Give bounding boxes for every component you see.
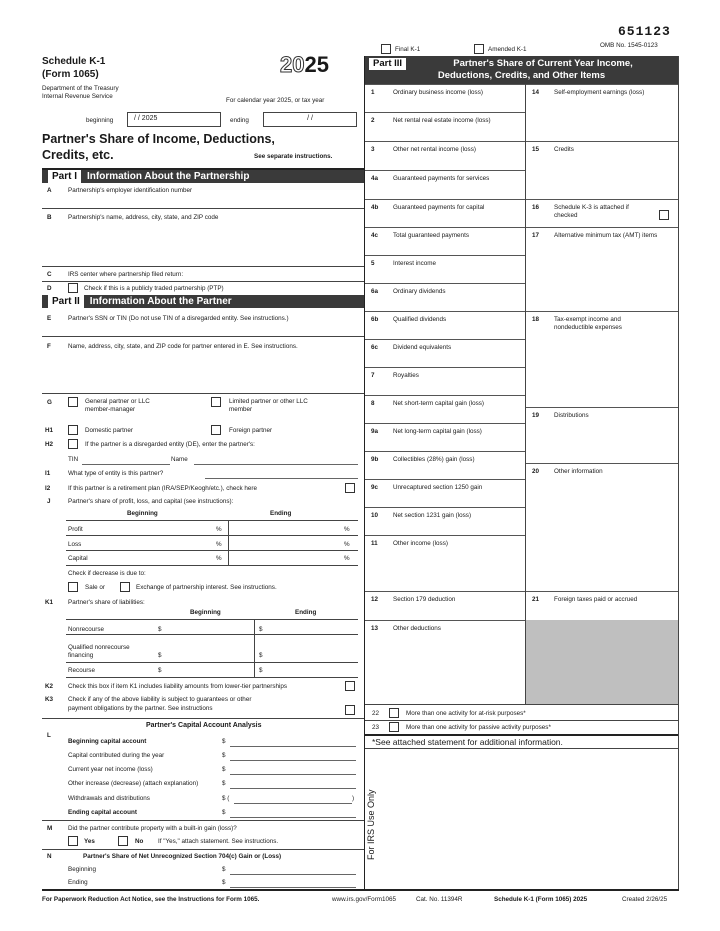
l-row-4: Withdrawals and distributions bbox=[68, 795, 150, 802]
j-beginning-header: Beginning bbox=[127, 510, 158, 517]
line-number: 12 bbox=[371, 596, 379, 603]
m-yes-checkbox[interactable] bbox=[68, 836, 78, 846]
m-no-label: No bbox=[135, 838, 144, 845]
other-increase-field[interactable] bbox=[230, 788, 356, 789]
footer-url: www.irs.gov/Form1065 bbox=[332, 896, 397, 903]
footer-paperwork: For Paperwork Reduction Act Notice, see the Instructions for Form 1065. bbox=[42, 896, 260, 903]
de-tin-label: TIN bbox=[68, 456, 79, 463]
rule bbox=[42, 208, 364, 209]
form-title-line1: Partner's Share of Income, Deductions, bbox=[42, 132, 275, 146]
line-K1-label: Partner's share of liabilities: bbox=[68, 599, 145, 606]
rule bbox=[42, 393, 364, 394]
line-label: Section 179 deduction bbox=[393, 596, 456, 603]
entity-type-field[interactable] bbox=[205, 478, 358, 479]
line-J-label: Partner's share of profit, loss, and capital (see instructions): bbox=[68, 498, 234, 505]
line-K2-label: Check this box if item K1 includes liability amounts from lower-tier partnerships bbox=[68, 683, 288, 690]
rule bbox=[365, 734, 678, 736]
line-E-label: Partner's SSN or TIN (Do not use TIN of a disregarded entity. See instructions.) bbox=[68, 315, 289, 322]
rule bbox=[66, 662, 358, 663]
dollar-sign: $ bbox=[259, 626, 263, 633]
line-number: 1 bbox=[371, 89, 375, 96]
beginning-label: beginning bbox=[86, 117, 114, 124]
nonrecourse-label: Nonrecourse bbox=[68, 626, 105, 633]
line-label: Net section 1231 gain (loss) bbox=[393, 512, 472, 519]
pct-sign: % bbox=[216, 555, 222, 562]
part3-left-line[interactable] bbox=[365, 84, 525, 112]
line-A-letter: A bbox=[47, 187, 52, 194]
rule bbox=[66, 634, 358, 635]
j-decrease-label: Check if decrease is due to: bbox=[68, 570, 146, 577]
n-ending-field[interactable] bbox=[230, 887, 356, 888]
irs-use-only: For IRS Use Only bbox=[366, 789, 376, 860]
rule bbox=[66, 565, 358, 566]
right-border bbox=[678, 56, 679, 889]
line-number: 9a bbox=[371, 428, 379, 435]
line-number: 6a bbox=[371, 288, 379, 295]
tax-year-begin-field[interactable]: / / 2025 bbox=[127, 112, 221, 127]
beginning-capital-field[interactable] bbox=[230, 746, 356, 747]
dollar-sign: $ bbox=[158, 667, 162, 674]
part3-left-line[interactable] bbox=[365, 283, 525, 311]
line-number: 4a bbox=[371, 175, 379, 182]
rule bbox=[66, 520, 358, 521]
line-I1-letter: I1 bbox=[45, 470, 51, 477]
line-H1-letter: H1 bbox=[45, 427, 54, 434]
ending-label: ending bbox=[230, 117, 249, 124]
tax-year: 2025 bbox=[280, 52, 329, 77]
domestic-partner-checkbox[interactable] bbox=[68, 425, 78, 435]
line-H2-label: If the partner is a disregarded entity (DE), enter the partner's: bbox=[85, 441, 255, 448]
part3-header: Part III Partner's Share of Current Year Income, Deductions, Credits, and Other Items bbox=[365, 56, 678, 84]
part3-right-line[interactable] bbox=[526, 141, 678, 198]
n-beginning-field[interactable] bbox=[230, 874, 356, 875]
line-I2-label: If this partner is a retirement plan (IRA/SEP/Keogh/etc.), check here bbox=[68, 485, 257, 492]
line-B-letter: B bbox=[47, 214, 52, 221]
rule bbox=[42, 849, 364, 850]
line-number: 4c bbox=[371, 232, 379, 239]
pct-sign: % bbox=[216, 526, 222, 533]
l-row-3: Other increase (decrease) (attach explanation) bbox=[68, 780, 199, 787]
dollar-sign: $ bbox=[259, 652, 263, 659]
line-K1-letter: K1 bbox=[45, 599, 54, 606]
line-label: Dividend equivalents bbox=[393, 344, 452, 351]
rule bbox=[365, 720, 678, 721]
form-code: 651123 bbox=[618, 24, 671, 39]
line-label: Net short-term capital gain (loss) bbox=[393, 400, 484, 407]
paren-open: $ ( bbox=[222, 795, 230, 802]
line-23-label: More than one activity for passive activity purposes* bbox=[406, 724, 551, 731]
general-partner-checkbox[interactable] bbox=[68, 397, 78, 407]
dollar-sign: $ bbox=[222, 879, 226, 886]
line-label: Alternative minimum tax (AMT) items bbox=[554, 232, 658, 239]
line-22-checkbox[interactable] bbox=[389, 708, 399, 718]
line-label: Interest income bbox=[393, 260, 437, 267]
part3-left-line[interactable] bbox=[365, 395, 525, 423]
line-label-2: nondeductible expenses bbox=[554, 324, 622, 331]
part3-right-line[interactable] bbox=[526, 591, 678, 620]
line-K3-letter: K3 bbox=[45, 696, 54, 703]
amended-k1-label: Amended K-1 bbox=[488, 46, 527, 53]
line-label: Self-employment earnings (loss) bbox=[554, 89, 645, 96]
limited-partner-checkbox[interactable] bbox=[211, 397, 221, 407]
line-number: 9b bbox=[371, 456, 379, 463]
line-label: Other income (loss) bbox=[393, 540, 448, 547]
dept-irs: Internal Revenue Service bbox=[42, 93, 113, 100]
line-label-2: checked bbox=[554, 212, 578, 219]
n-ending-label: Ending bbox=[68, 879, 88, 886]
part3-right-line[interactable] bbox=[526, 199, 678, 227]
line-N-letter: N bbox=[47, 853, 52, 860]
line-A-label: Partnership's employer identification number bbox=[68, 187, 193, 194]
line-number: 4b bbox=[371, 204, 379, 211]
foreign-partner-checkbox[interactable] bbox=[211, 425, 221, 435]
dollar-sign: $ bbox=[222, 738, 226, 745]
line-C-label: IRS center where partnership filed return: bbox=[68, 271, 184, 278]
line-number: 2 bbox=[371, 117, 375, 124]
line-M-letter: M bbox=[47, 825, 53, 832]
l-row-1: Capital contributed during the year bbox=[68, 752, 165, 759]
pct-sign: % bbox=[216, 541, 222, 548]
omb-number: OMB No. 1545-0123 bbox=[600, 42, 658, 49]
guarantee-checkbox[interactable] bbox=[345, 705, 355, 715]
line-H2-letter: H2 bbox=[45, 441, 54, 448]
line-label: Total guaranteed payments bbox=[393, 232, 469, 239]
footer-cat: Cat. No. 11394R bbox=[416, 896, 463, 903]
sale-checkbox[interactable] bbox=[68, 582, 78, 592]
net-income-field[interactable] bbox=[230, 774, 356, 775]
part3-left-line[interactable] bbox=[365, 535, 525, 591]
rule bbox=[228, 520, 229, 565]
line-label: Distributions bbox=[554, 412, 589, 419]
line-23-checkbox[interactable] bbox=[389, 722, 399, 732]
line-number: 20 bbox=[532, 468, 540, 475]
part3-left-line[interactable] bbox=[365, 199, 525, 227]
j-profit-label: Profit bbox=[68, 526, 83, 533]
line-number: 6c bbox=[371, 344, 379, 351]
dollar-sign: $ bbox=[158, 626, 162, 633]
line-label: Ordinary business income (loss) bbox=[393, 89, 483, 96]
part3-title-line2: Deductions, Credits, and Other Items bbox=[437, 70, 606, 81]
l-row-5: Ending capital account bbox=[68, 809, 137, 816]
line-D-letter: D bbox=[47, 285, 52, 292]
line-label: Tax-exempt income and bbox=[554, 316, 621, 323]
line-number: 9c bbox=[371, 484, 379, 491]
part3-left-line[interactable] bbox=[365, 620, 525, 704]
line-number: 6b bbox=[371, 316, 379, 323]
domestic-partner-label: Domestic partner bbox=[85, 427, 133, 434]
line-number: 7 bbox=[371, 372, 375, 379]
j-ending-header: Ending bbox=[270, 510, 292, 517]
l-row-0: Beginning capital account bbox=[68, 738, 147, 745]
line-22-number: 22 bbox=[372, 710, 380, 717]
line-number: 11 bbox=[371, 540, 378, 547]
part3-left-line[interactable] bbox=[365, 339, 525, 367]
de-tin-field[interactable] bbox=[82, 464, 170, 465]
part3-right-line[interactable] bbox=[526, 407, 678, 463]
recourse-label: Recourse bbox=[68, 667, 95, 674]
line-number: 16 bbox=[532, 204, 540, 211]
line-label: Credits bbox=[554, 146, 574, 153]
line-number: 10 bbox=[371, 512, 379, 519]
line-23-number: 23 bbox=[372, 724, 380, 731]
line-I2-letter: I2 bbox=[45, 485, 51, 492]
k1-ending-header: Ending bbox=[295, 609, 317, 616]
line-number: 15 bbox=[532, 146, 540, 153]
line-label: Other information bbox=[554, 468, 603, 475]
part3-right-line[interactable] bbox=[526, 84, 678, 141]
dollar-sign: $ bbox=[158, 652, 162, 659]
k1-beginning-header: Beginning bbox=[190, 609, 221, 616]
part3-left-line[interactable] bbox=[365, 311, 525, 339]
part3-right-line[interactable] bbox=[526, 227, 678, 311]
line-F-label: Name, address, city, state, and ZIP code for partner entered in E. See instructions. bbox=[68, 343, 298, 350]
dollar-sign: $ bbox=[222, 866, 226, 873]
general-partner-label: General partner or LLC bbox=[85, 398, 150, 405]
disregarded-entity-checkbox[interactable] bbox=[68, 439, 78, 449]
rule bbox=[42, 820, 364, 821]
m-note: If "Yes," attach statement. See instructions. bbox=[158, 838, 279, 845]
dollar-sign: $ bbox=[222, 780, 226, 787]
line-label: Other deductions bbox=[393, 625, 441, 632]
line-D-label: Check if this is a publicly traded partnership (PTP) bbox=[84, 285, 224, 292]
dept-treasury: Department of the Treasury bbox=[42, 85, 119, 92]
amended-k1-checkbox[interactable] bbox=[474, 44, 484, 54]
l-row-2: Current year net income (loss) bbox=[68, 766, 153, 773]
rule bbox=[42, 718, 364, 719]
sale-label: Sale or bbox=[85, 584, 105, 591]
j-capital-label: Capital bbox=[68, 555, 88, 562]
pct-sign: % bbox=[344, 541, 350, 548]
dollar-sign: $ bbox=[259, 667, 263, 674]
n-beginning-label: Beginning bbox=[68, 866, 97, 873]
ending-capital-field[interactable] bbox=[230, 817, 356, 818]
line-label: Royalties bbox=[393, 372, 419, 379]
final-k1-checkbox[interactable] bbox=[381, 44, 391, 54]
de-name-field[interactable] bbox=[194, 464, 358, 465]
line-M-label: Did the partner contribute property with a built-in gain (loss)? bbox=[68, 825, 237, 832]
line-J-letter: J bbox=[47, 498, 51, 505]
qualified-nonrecourse-label: Qualified nonrecourse bbox=[68, 644, 130, 651]
limited-partner-label: Limited partner or other LLC bbox=[229, 398, 308, 405]
j-loss-label: Loss bbox=[68, 541, 82, 548]
line-number: 13 bbox=[371, 625, 379, 632]
limited-partner-label2: member bbox=[229, 406, 253, 413]
line-number: 21 bbox=[532, 596, 540, 603]
part3-left-line[interactable] bbox=[365, 451, 525, 479]
line-K3-label: Check if any of the above liability is subject to guarantees or other bbox=[68, 696, 252, 703]
de-name-label: Name bbox=[171, 456, 188, 463]
line-22-label: More than one activity for at-risk purposes* bbox=[406, 710, 526, 717]
attached-statement-note: *See attached statement for additional information. bbox=[372, 737, 563, 747]
line-label: Ordinary dividends bbox=[393, 288, 446, 295]
form-number: (Form 1065) bbox=[42, 69, 99, 80]
line-B-label: Partnership's name, address, city, state, and ZIP code bbox=[68, 214, 219, 221]
part3-left-line[interactable] bbox=[365, 227, 525, 255]
line-K3-label2: payment obligations by the partner. See instructions bbox=[68, 705, 213, 712]
retirement-plan-checkbox[interactable] bbox=[345, 483, 355, 493]
part3-right-line[interactable] bbox=[526, 463, 678, 591]
line-number: 14 bbox=[532, 89, 540, 96]
line-number: 5 bbox=[371, 260, 375, 267]
lower-tier-checkbox[interactable] bbox=[345, 681, 355, 691]
exchange-label: Exchange of partnership interest. See instructions. bbox=[136, 584, 277, 591]
schedule-k3-checkbox[interactable] bbox=[659, 210, 669, 220]
line-number: 8 bbox=[371, 400, 375, 407]
line-E-letter: E bbox=[47, 315, 52, 322]
dollar-sign: $ bbox=[222, 752, 226, 759]
line-label: Unrecaptured section 1250 gain bbox=[393, 484, 483, 491]
m-yes-label: Yes bbox=[84, 838, 95, 845]
dollar-sign: $ bbox=[222, 809, 226, 816]
footer-form-name: Schedule K-1 (Form 1065) 2025 bbox=[494, 896, 588, 903]
tax-year-end-field[interactable]: / / bbox=[263, 112, 357, 127]
line-number: 17 bbox=[532, 232, 540, 239]
rule bbox=[254, 619, 255, 677]
withdrawals-field[interactable] bbox=[234, 803, 352, 804]
part3-left-line[interactable] bbox=[365, 170, 525, 199]
bottom-rule bbox=[42, 889, 679, 891]
line-F-letter: F bbox=[47, 343, 51, 350]
capital-account-title: Partner's Capital Account Analysis bbox=[146, 722, 262, 729]
line-label: Net rental real estate income (loss) bbox=[393, 117, 491, 124]
part3-left-line[interactable] bbox=[365, 141, 525, 170]
general-partner-label2: member-manager bbox=[85, 406, 136, 413]
ptp-checkbox[interactable] bbox=[68, 283, 78, 293]
line-label: Other net rental income (loss) bbox=[393, 146, 476, 153]
rule bbox=[66, 550, 358, 551]
part3-left-line[interactable] bbox=[365, 479, 525, 507]
line-number: 19 bbox=[532, 412, 540, 419]
part3-right-line[interactable] bbox=[526, 311, 678, 407]
final-k1-label: Final K-1 bbox=[395, 46, 421, 53]
rule bbox=[42, 336, 364, 337]
rule bbox=[365, 704, 678, 705]
n-title: Partner's Share of Net Unrecognized Section 704(c) Gain or (Loss) bbox=[83, 853, 282, 860]
shaded-area bbox=[526, 620, 678, 704]
line-L-letter: L bbox=[47, 732, 51, 739]
rule bbox=[365, 748, 678, 749]
line-number: 3 bbox=[371, 146, 375, 153]
see-instructions: See separate instructions. bbox=[254, 153, 333, 160]
rule bbox=[66, 677, 358, 678]
part3-left-line[interactable] bbox=[365, 423, 525, 451]
line-label: Net long-term capital gain (loss) bbox=[393, 428, 482, 435]
part1-header: Part I Information About the Partnership bbox=[42, 170, 364, 183]
line-G-letter: G bbox=[47, 399, 52, 406]
part3-left-line[interactable] bbox=[365, 255, 525, 283]
line-label: Guaranteed payments for capital bbox=[393, 204, 485, 211]
part3-left-line[interactable] bbox=[365, 367, 525, 395]
line-label: Qualified dividends bbox=[393, 316, 447, 323]
form-title-line2: Credits, etc. bbox=[42, 148, 114, 162]
line-label: Foreign taxes paid or accrued bbox=[554, 596, 638, 603]
m-no-checkbox[interactable] bbox=[118, 836, 128, 846]
part3-left-line[interactable] bbox=[365, 112, 525, 141]
part3-title-line1: Partner's Share of Current Year Income, bbox=[453, 58, 633, 69]
calendar-year-note: For calendar year 2025, or tax year bbox=[226, 97, 325, 104]
line-K2-letter: K2 bbox=[45, 683, 54, 690]
line-label: Guaranteed payments for services bbox=[393, 175, 490, 182]
rule bbox=[66, 619, 358, 620]
line-label: Collectibles (28%) gain (loss) bbox=[393, 456, 475, 463]
line-label: Schedule K-3 is attached if bbox=[554, 204, 629, 211]
line-number: 18 bbox=[532, 316, 540, 323]
footer-created: Created 2/26/25 bbox=[622, 896, 668, 903]
pct-sign: % bbox=[344, 555, 350, 562]
rule bbox=[66, 535, 358, 536]
rule bbox=[42, 281, 364, 282]
part2-header: Part II Information About the Partner bbox=[42, 295, 364, 308]
foreign-partner-label: Foreign partner bbox=[229, 427, 273, 434]
rule bbox=[42, 266, 364, 267]
qualified-nonrecourse-label2: financing bbox=[68, 652, 94, 659]
schedule-title: Schedule K-1 bbox=[42, 56, 106, 67]
pct-sign: % bbox=[344, 526, 350, 533]
part3-left-line[interactable] bbox=[365, 507, 525, 535]
paren-close: ) bbox=[352, 795, 355, 802]
dollar-sign: $ bbox=[222, 766, 226, 773]
part3-left-line[interactable] bbox=[365, 591, 525, 620]
line-I1-label: What type of entity is this partner? bbox=[68, 470, 164, 477]
line-C-letter: C bbox=[47, 271, 52, 278]
exchange-checkbox[interactable] bbox=[120, 582, 130, 592]
capital-contributed-field[interactable] bbox=[230, 760, 356, 761]
